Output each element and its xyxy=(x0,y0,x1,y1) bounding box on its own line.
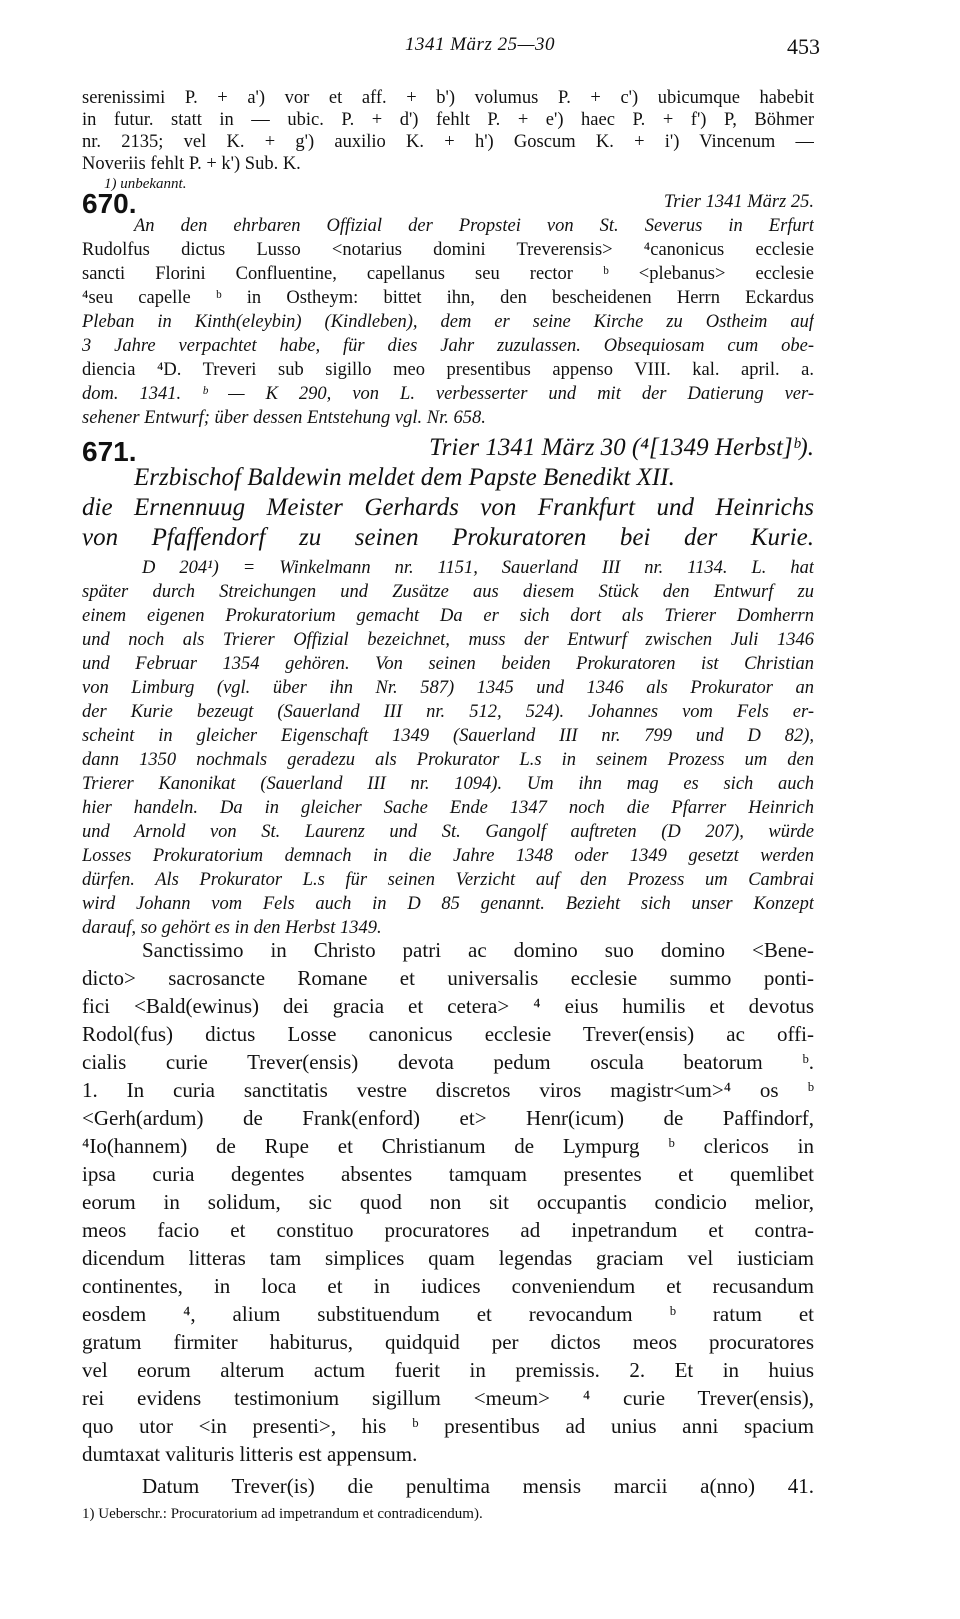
regest-line: Pleban in Kinth(eleybin) (Kindleben), dem er seine Kirche zu Ostheim auf xyxy=(82,312,814,332)
doc-title-line: Erzbischof Baldewin meldet dem Papste Benedikt XII. xyxy=(134,464,675,491)
apparatus-line: nr. 2135; vel K. + g') auxilio K. + h') Goscum K. + i') Vincenum — xyxy=(82,132,814,152)
footnote: 1) Ueberschr.: Procuratorium ad impetrandum et contradicendum). xyxy=(82,1506,483,1522)
text-line: dicto> sacrosancte Romane et universalis ecclesie summo ponti- xyxy=(82,966,814,990)
apparatus-line: serenissimi P. + a') vor et aff. + b') volumus P. + c') ubicumque habebit xyxy=(82,88,814,108)
regest-line: ⁴seu capelle ᵇ in Ostheym: bittet ihn, den bescheidenen Herrn Eckardus xyxy=(82,288,814,308)
text-line: 1. In curia sanctitatis vestre discretos viros magistr<um>⁴ os ᵇ xyxy=(82,1078,814,1102)
footnote: 1) unbekannt. xyxy=(104,176,187,192)
text-line: eosdem ⁴, alium substituendum et revocandum ᵇ ratum et xyxy=(82,1302,814,1326)
dating-line: Datum Trever(is) die penultima mensis marcii a(nno) 41. xyxy=(142,1474,814,1498)
text-line: gratum firmiter habiturus, quidquid per dictos meos procuratores xyxy=(82,1330,814,1354)
text-line: rei evidens testimonium sigillum <meum> ⁴ curie Trever(ensis), xyxy=(82,1386,814,1410)
commentary-line: der Kurie bezeugt (Sauerland III nr. 512, 524). Johannes vom Fels er- xyxy=(82,702,814,722)
regest-line: 3 Jahre verpachtet habe, für dies Jahr zuzulassen. Obsequiosam cum obe- xyxy=(82,336,814,356)
regest-line: sancti Florini Confluentine, capellanus seu rector ᵇ <plebanus> ecclesie xyxy=(82,264,814,284)
doc-date: Trier 1341 März 25. xyxy=(663,192,814,212)
text-line: cialis curie Trever(ensis) devota pedum oscula beatorum ᵇ. xyxy=(82,1050,814,1074)
text-line: continentes, in loca et in iudices conveniendum et recusandum xyxy=(82,1274,814,1298)
commentary-line: von Limburg (vgl. über ihn Nr. 587) 1345 und 1346 als Prokurator an xyxy=(82,678,814,698)
commentary-line: einem eigenen Prokuratorium gemacht Da er sich dort als Trierer Domherrn xyxy=(82,606,814,626)
commentary-line: später durch Streichungen und Zusätze aus diesem Stück den Entwurf zu xyxy=(82,582,814,602)
commentary-line: Losses Prokuratorium demnach in die Jahre 1348 oder 1349 gesetzt werden xyxy=(82,846,814,866)
regest-line: sehener Entwurf; über dessen Entstehung vgl. Nr. 658. xyxy=(82,408,486,428)
commentary-line: und Februar 1354 gehören. Von seinen beiden Prokuratoren ist Christian xyxy=(82,654,814,674)
commentary-line: darauf, so gehört es in den Herbst 1349. xyxy=(82,918,382,938)
text-line: meos facio et constituo procuratores ad inpetrandum et contra- xyxy=(82,1218,814,1242)
text-line: dicendum litteras tam simplices quam legendas graciam vel iusticiam xyxy=(82,1246,814,1270)
doc-number-670: 670. xyxy=(82,188,137,219)
regest-line: Rudolfus dictus Lusso <notarius domini Treverensis> ⁴canonicus ecclesie xyxy=(82,240,814,260)
text-line: ⁴Io(hannem) de Rupe et Christianum de Lympurg ᵇ clericos in xyxy=(82,1134,814,1158)
commentary-line: wird Johann vom Fels auch in D 85 genannt. Bezieht sich unser Konzept xyxy=(82,894,814,914)
commentary-line: und Arnold von St. Laurenz und St. Gangolf auftreten (D 207), würde xyxy=(82,822,814,842)
running-header xyxy=(0,34,960,64)
commentary-line: D 204¹) = Winkelmann nr. 1151, Sauerland III nr. 1134. L. hat xyxy=(142,558,814,578)
doc-title-line: von Pfaffendorf zu seinen Prokuratoren bei der Kurie. xyxy=(82,524,814,551)
commentary-line: dann 1350 nochmals geradezu als Prokurator L.s in seinem Prozess um den xyxy=(82,750,814,770)
running-title: 1341 März 25—30 xyxy=(404,34,555,55)
regest-line: dom. 1341. ᵇ — K 290, von L. verbesserter und mit der Datierung ver- xyxy=(82,384,814,404)
doc-number-671: 671. xyxy=(82,436,137,467)
commentary-line: hier handeln. Da in gleicher Sache Ende 1347 noch die Pfarrer Heinrich xyxy=(82,798,814,818)
text-line: vel eorum alterum actum fuerit in premissis. 2. Et in huius xyxy=(82,1358,814,1382)
text-line: quo utor <in presenti>, his ᵇ presentibus ad unius anni spacium xyxy=(82,1414,814,1438)
text-line: Rodol(fus) dictus Losse canonicus ecclesie Trever(ensis) ac offi- xyxy=(82,1022,814,1046)
commentary-line: scheint in gleicher Eigenschaft 1349 (Sauerland III nr. 799 und D 82), xyxy=(82,726,814,746)
regest-line: An den ehrbaren Offizial der Propstei von St. Severus in Erfurt xyxy=(134,216,814,236)
text-line: Sanctissimo in Christo patri ac domino suo domino <Bene- xyxy=(142,938,814,962)
text-line: eorum in solidum, sic quod non sit occupantis condicio melior, xyxy=(82,1190,814,1214)
text-line: ipsa curia degentes absentes tamquam presentes et quemlibet xyxy=(82,1162,814,1186)
doc-title-line: die Ernennuug Meister Gerhards von Frankfurt und Heinrichs xyxy=(82,494,814,521)
regest-line: diencia ⁴D. Treveri sub sigillo meo presentibus appenso VIII. kal. april. a. xyxy=(82,360,814,380)
doc-date: Trier 1341 März 30 (⁴[1349 Herbst]ᵇ). xyxy=(429,434,814,461)
text-line: dumtaxat valituris litteris est appensum. xyxy=(82,1442,418,1466)
page-number: 453 xyxy=(787,34,820,59)
apparatus-line: Noveriis fehlt P. + k') Sub. K. xyxy=(82,154,301,174)
commentary-line: und noch als Trierer Offizial bezeichnet, muss der Entwurf zwischen Juli 1346 xyxy=(82,630,814,650)
apparatus-line: in futur. statt in — ubic. P. + d') fehlt P. + e') haec P. + f') P, Böhmer xyxy=(82,110,814,130)
text-line: fici <Bald(ewinus) dei gracia et cetera> ⁴ eius humilis et devotus xyxy=(82,994,814,1018)
text-line: <Gerh(ardum) de Frank(enford) et> Henr(icum) de Paffindorf, xyxy=(82,1106,814,1130)
commentary-line: Trierer Kanonikat (Sauerland III nr. 1094). Um ihn mag es sich auch xyxy=(82,774,814,794)
commentary-line: dürfen. Als Prokurator L.s für seinen Verzicht auf den Prozess um Cambrai xyxy=(82,870,814,890)
